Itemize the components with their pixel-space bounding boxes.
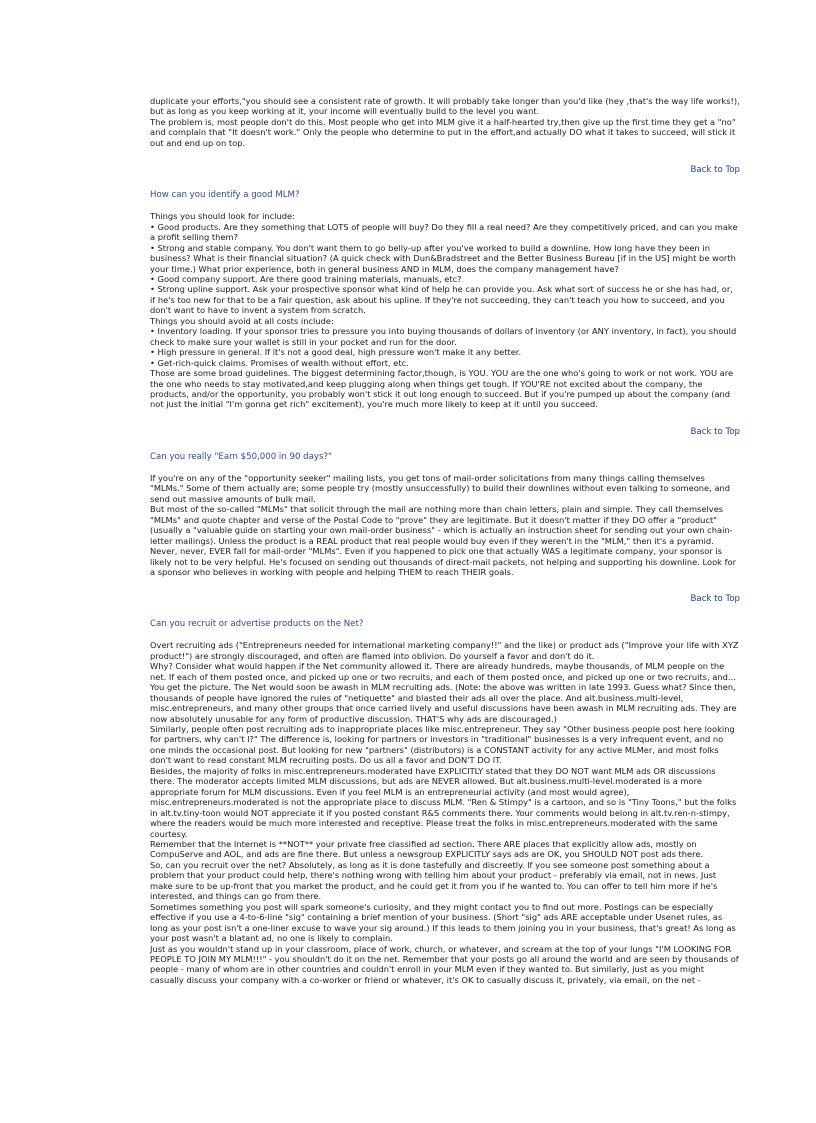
- paragraph: Those are some broad guidelines. The biggest determining factor,though, is YOU. YOU are the one who's going to work or not work. YOU are the one who needs to stay motivated,and keep plugging along when things get tough. If YOU'RE not excited about the company, the products, and/or the opportunity, you probably won't stick it out long enough to succeed. But if you're pumped up about the company (and not just the initial "I'm gonna get rich" excitement), you're much more likely to keep at it until you succeed.: [150, 368, 734, 410]
- paragraph: duplicate your efforts,"you should see a consistent rate of growth. It will probably take longer than you'd like (hey ,that's the way life works!), but as long as you keep working at it, your income will eventually build to the level you want.: [150, 96, 740, 117]
- section-heading: How can you identify a good MLM?: [150, 190, 300, 201]
- paragraph: But most of the so-called "MLMs" that solicit through the mail are nothing more than chain letters, plain and simple. They call themselves "MLMs" and quote chapter and verse of the Postal Code to "prove" they are legitimate. But it doesn't matter if they DO offer a "product" (usually a "valuable guide on starting your own mail-order business" - which is actually an instruction sheet for sending out your own chain-letter mailings). Unless the product is a REAL product that real people would buy even if they weren't in the "MLM," then it's a pyramid.: [150, 504, 733, 546]
- paragraph: Just as you wouldn't stand up in your classroom, place of work, church, or whatever, and scream at the top of your lungs "I'M LOOKING FOR PEOPLE TO JOIN MY MLM!!!" - you shouldn't do it on the net. Remember that your posts go all around the world and are seen by thousands of people - many of whom are in other countries and couldn't enroll in your MLM even if they wanted to. But similarly, just as you might casually discuss your company with a co-worker or friend or whatever, it's OK to casually discuss it, privately, via email, on the net -: [150, 943, 739, 985]
- back-to-top-link[interactable]: Back to Top: [690, 594, 740, 605]
- section-identify-good-mlm: [150, 190, 740, 410]
- paragraph: • Inventory loading. If your sponsor tries to pressure you into buying thousands of dollars of inventory (or ANY inventory, in fact), you should check to make sure your wallet is still in your pocket and run for the door.: [150, 326, 737, 347]
- paragraph: • Strong upline support. Ask your prospective sponsor what kind of help he can provide you. Ask what sort of success he or she has had, or, if he's too new for that to be a fair question, ask about his upline. If they're not succeeding, they can't teach you how to succeed, and you don't want to have to invent a system from scratch.: [150, 284, 733, 316]
- paragraph: The problem is, most people don't do this. Most people who get into MLM give it a half-hearted try,then give up the first time they get a "no" and complain that "It doesn't work." Only the people who determine to put in the effort,and actually DO what it takes to succeed, will stick it out and end up on top.: [150, 116, 736, 148]
- paragraph: Things you should avoid at all costs include:: [150, 315, 334, 326]
- intro-block: [150, 96, 740, 148]
- paragraph: • Good company support. Are there good training materials, manuals, etc?: [150, 273, 462, 284]
- document-page: [150, 96, 740, 985]
- section-recruit-on-net: [150, 619, 740, 985]
- paragraph: • Good products. Are they something that LOTS of people will buy? Do they fill a real need? Are they competitively priced, and can you make a profit selling them?: [150, 221, 738, 243]
- paragraph: So, can you recruit over the net? Absolutely, as long as it is done tastefully and discreetly. If you see someone post something about a problem that your product could help, there's nothing wrong with telling him about your product - preferably via email, not in news. Just make sure to be up-front that you market the product, and he could get it from you if he wanted to. You can offer to tell him more if he's interested, and things can go from there.: [150, 859, 718, 902]
- paragraph: • Get-rich-quick claims. Promises of wealth without effort, etc.: [150, 357, 409, 368]
- paragraph: Similarly, people often post recruiting ads to inappropriate places like misc.entrepreneur. They say "Other business people post here looking for partners, why can't I?" The difference is, looking for partners or investors in "traditional" businesses is a very infrequent event, and no one minds the occasional post. But looking for new "partners" (distributors) is a CONSTANT activity for any active MLMer, and most folks don't want to read constant MLM recruiting posts. Do us all a favor and DON'T DO IT.: [150, 724, 735, 766]
- paragraph: Remember that the Internet is **NOT** your private free classified ad section. There ARE places that explicitly allow ads, mostly on CompuServe and AOL, and ads are fine there. But unless a newsgroup EXPLICITLY says ads are OK, you SHOULD NOT post ads there.: [150, 839, 704, 860]
- paragraph: Overt recruiting ads ("Entrepreneurs needed for international marketing company!!" and the like) or product ads ("Improve your life with XYZ product!") are strongly discouraged, and often are flamed into oblivion. Do yourself a favor and don't do it.: [150, 640, 739, 661]
- back-to-top-link[interactable]: Back to Top: [690, 165, 740, 176]
- paragraph: Things you should look for include:: [150, 211, 295, 222]
- paragraph: Sometimes something you post will spark someone's curiosity, and they might contact you to find out more. Postings can be especially effective if you use a 4-to-6-line "sig" containing a brief mention of your business. (Short "sig" ads ARE acceptable under Usenet rules, as long as your post isn't a one-liner excuse to wave your sig around.) If this leads to them joining you in your business, that's great! As long as your post wasn't a blatant ad, no one is likely to complain.: [150, 901, 736, 944]
- paragraph: Besides, the majority of folks in misc.entrepreneurs.moderated have EXPLICITLY stated that they DO NOT want MLM ads OR discussions there. The moderator accepts limited MLM discussions, but ads are NEVER allowed. But alt.business.multi-level.moderated is a more appropriate forum for MLM discussions. Even if you feel MLM is an entrepreneurial activity (and most would agree), misc.entrepreneurs.moderated is not the appropriate place to discuss MLM. "Ren & Stimpy" is a cartoon, and so is "Tiny Toons," but the folks in alt.tv.tiny-toon would NOT appreciate it if you posted constant R&S comments there. Your comments would belong in alt.tv.ren-n-stimpy, where the readers would be much more interested and receptive. Please treat the folks in misc.entrepreneurs.moderated with the same courtesy.: [150, 765, 737, 839]
- section-heading: Can you really "Earn $50,000 in 90 days?": [150, 451, 332, 462]
- paragraph: Never, never, EVER fall for mail-order "MLMs". Even if you happened to pick one that actually WAS a legitimate company, your sponsor is likely not to be very helpful. He's focused on sending out thousands of direct-mail packets, not helping and supporting his downline. Look for a sponsor who believes in working with people and helping THEM to reach THEIR goals.: [150, 546, 737, 577]
- section-earn-50000: [150, 452, 740, 578]
- paragraph: If you're on any of the "opportunity seeker" mailing lists, you get tons of mail-order solicitations from many things calling themselves "MLMs." Some of them actually are; some people try (mostly unsuccessfully) to build their downlines without even talking to someone, and send out massive amounts of bulk mail.: [150, 472, 731, 504]
- paragraph: • Strong and stable company. You don't want them to go belly-up after you've worked to build a downline. How long have they been in business? What is their financial situation? (A quick check with Dun&Bradstreet and the Better Business Bureau [if in the US] might be worth your time.) What prior experience, both in general business AND in MLM, does the company management have?: [150, 242, 736, 274]
- paragraph: Why? Consider what would happen if the Net community allowed it. There are already hundreds, maybe thousands, of MLM people on the net. If each of them posted once, and picked up one or two recruits, and each of them posted once, and picked up one or two recruits, and... You get the picture. The Net would soon be awash in MLM recruiting ads. (Note: the above was written in late 1993. Guess what? Since then, thousands of people have ignored the rules of "netiquette" and blasted their ads all over the place. And alt.business.multi-level, misc.entrepreneurs, and many other groups that once carried lively and useful discussions have been awash in MLM recruiting ads. They are now absolutely unusable for any form of productive discussion. THAT'S why ads are discouraged.): [150, 661, 737, 724]
- section-heading: Can you recruit or advertise products on the Net?: [150, 619, 364, 630]
- back-to-top-link[interactable]: Back to Top: [690, 426, 740, 437]
- paragraph: • High pressure in general. If it's not a good deal, high pressure won't make it any better.: [150, 347, 522, 358]
